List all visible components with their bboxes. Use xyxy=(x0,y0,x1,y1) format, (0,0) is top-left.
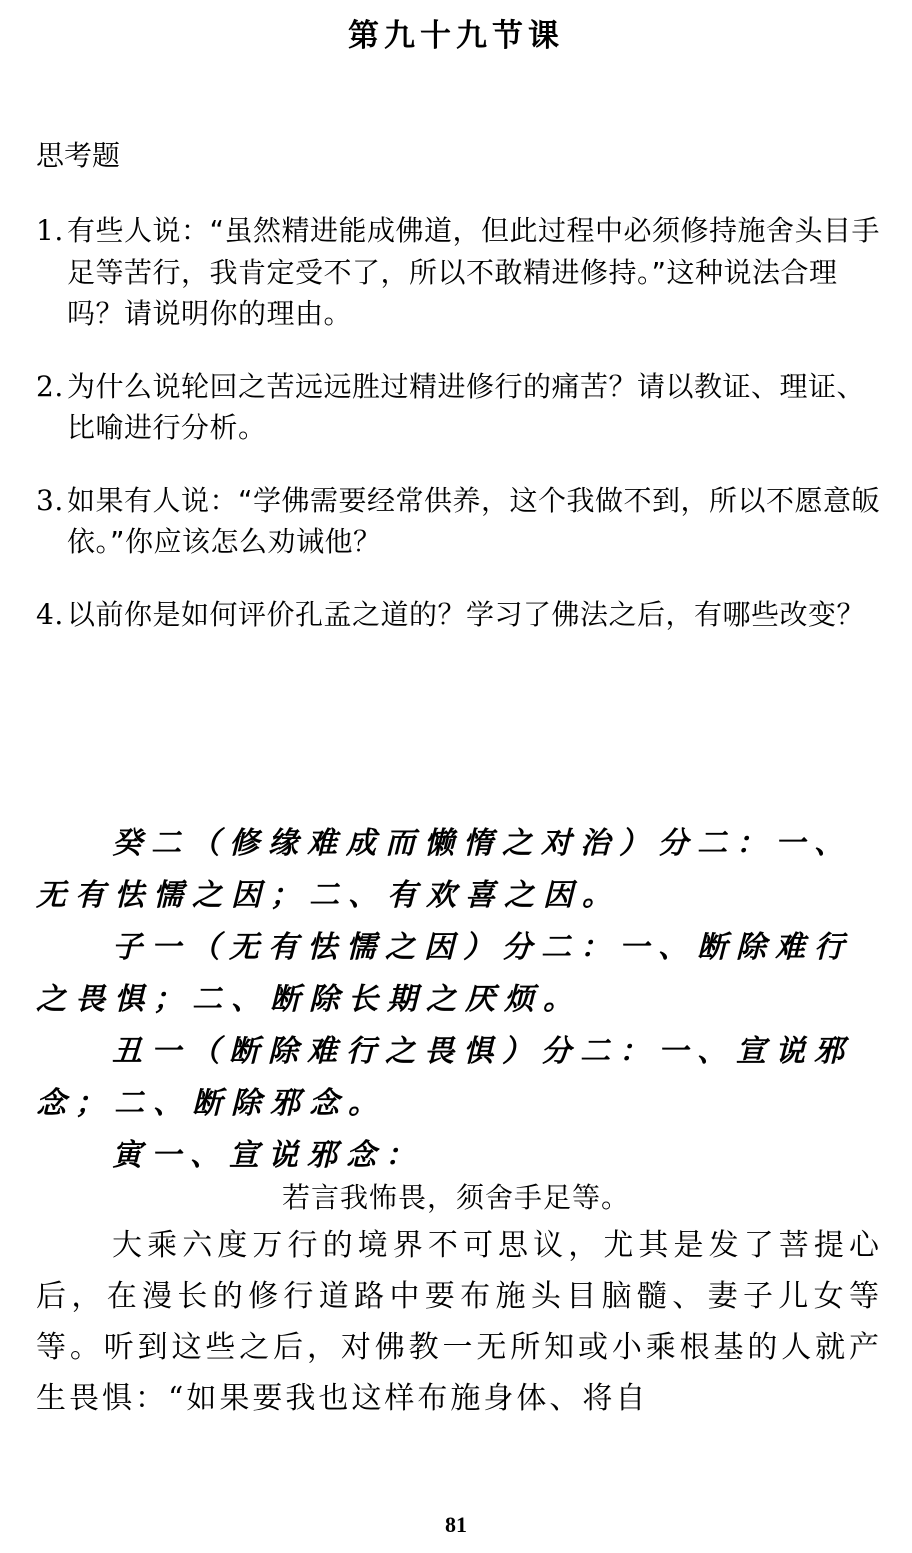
page-number: 81 xyxy=(445,1512,467,1537)
question-item-2 xyxy=(36,366,882,449)
outline-heading-chou-yi: 丑一（断除难行之畏惧）分二：一、宣说邪念；二、断除邪念。 xyxy=(36,1034,853,1121)
question-number: 3. xyxy=(36,483,64,517)
question-text: 以前你是如何评价孔孟之道的？学习了佛法之后，有哪些改变？ xyxy=(67,597,866,631)
question-text: 为什么说轮回之苦远远胜过精进修行的痛苦？请以教证、理证、比喻进行分析。 xyxy=(67,369,866,444)
question-number: 4. xyxy=(36,597,64,631)
question-number: 1. xyxy=(36,214,64,247)
outline-heading-zi-yi: 子一（无有怯懦之因）分二：一、断除难行之畏惧；二、断除长期之厌烦。 xyxy=(36,930,853,1017)
commentary-paragraph: 大乘六度万行的境界不可思议，尤其是发了菩提心后，在漫长的修行道路中要布施头目脑髓、妻子儿女等等。听到这些之后，对佛教一无所知或小乘根基的人就产生畏惧：“如果要我也这样布施身体、将自 xyxy=(36,1228,882,1416)
question-text: 如果有人说：“学佛需要经常供养，这个我做不到，所以不愿意皈依。”你应该怎么劝诫他？ xyxy=(67,483,881,558)
root-verse: 若言我怖畏，须舍手足等。 xyxy=(281,1181,630,1214)
questions-heading: 思考题 xyxy=(36,139,121,172)
outline-heading-gui-er: 癸二（修缘难成而懒惰之对治）分二：一、无有怯懦之因；二、有欢喜之因。 xyxy=(36,826,853,913)
outline-heading-yin-yi: 寅一、宣说邪念： xyxy=(112,1138,424,1173)
question-number: 2. xyxy=(36,369,64,403)
question-item-4 xyxy=(36,594,882,636)
question-text: 有些人说：“虽然精进能成佛道，但此过程中必须修持施舍头目手足等苦行，我肯定受不了，所以不敢精进修持。”这种说法合理吗？请说明你的理由。 xyxy=(67,214,881,330)
section-outline xyxy=(36,818,882,1182)
lesson-title: 第九十九节课 xyxy=(348,18,564,54)
question-item-3 xyxy=(36,480,882,563)
questions-list xyxy=(36,210,882,666)
question-item-1 xyxy=(36,210,882,335)
